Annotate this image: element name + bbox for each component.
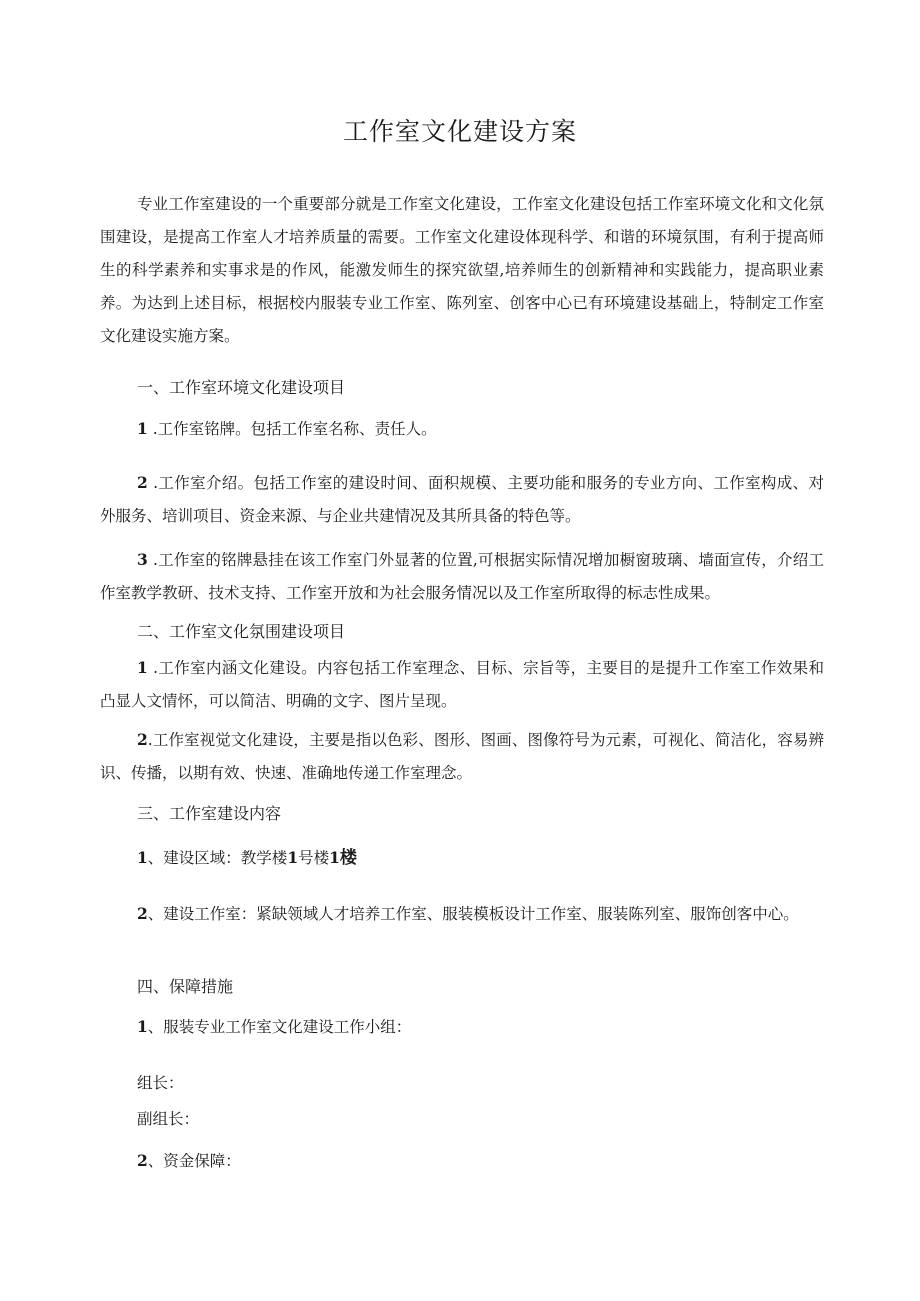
item-text: .工作室内涵文化建设。内容包括工作室理念、目标、宗旨等，主要目的是提升工作室工作效果和凸显人文情怀，可以简洁、明确的文字、图片呈现。 xyxy=(100,659,824,710)
item-number: 1 xyxy=(137,848,148,867)
section-1-item-2 xyxy=(100,466,824,533)
section-2-heading: 二、工作室文化氛围建设项目 xyxy=(137,622,346,641)
item-number: 1 xyxy=(137,419,148,438)
section-4-item-2 xyxy=(137,1149,241,1171)
section-2-item-1 xyxy=(100,651,824,718)
section-2-item-2 xyxy=(100,723,824,790)
item-number: 3 xyxy=(137,550,148,569)
item-number: 2 xyxy=(137,730,148,749)
intro-paragraph: 专业工作室建设的一个重要部分就是工作室文化建设，工作室文化建设包括工作室环境文化和文化氛围建设，是提高工作室人才培养质量的需要。工作室文化建设体现科学、和谐的环境氛围，有利于提高师生的科学素养和实事求是的作风，能激发师生的探究欲望,培养师生的创新精神和实践能力，提高职业素养。为达到上述目标，根据校内服装专业工作室、陈列室、创客中心已有环境建设基础上，特制定工作室文化建设实施方案。 xyxy=(100,195,824,345)
item-text: 、建设工作室：紧缺领域人才培养工作室、服装模板设计工作室、服装陈列室、服饰创客中心。 xyxy=(147,905,799,923)
section-3-item-1 xyxy=(137,843,357,868)
section-1-item-3 xyxy=(100,543,824,610)
team-leader-label: 组长： xyxy=(137,1074,184,1092)
section-1-item-1 xyxy=(137,417,437,439)
section-1-heading: 一、工作室环境文化建设项目 xyxy=(137,378,346,397)
deputy-leader-label: 副组长： xyxy=(137,1110,200,1128)
item-text-suffix: 楼 xyxy=(339,848,357,868)
section-3-heading: 三、工作室建设内容 xyxy=(137,804,282,823)
item-text: .工作室视觉文化建设，主要是指以色彩、图形、图画、图像符号为元素，可视化、简洁化，容易辨识、传播，以期有效、快速、准确地传递工作室理念。 xyxy=(100,731,824,782)
item-text: 、服装专业工作室文化建设工作小组： xyxy=(147,1018,412,1036)
item-number: 2 xyxy=(137,904,148,923)
section-3-item-2 xyxy=(100,897,824,931)
section-4-heading: 四、保障措施 xyxy=(137,977,234,996)
item-text: 、资金保障： xyxy=(147,1152,241,1170)
section-4-item-1 xyxy=(137,1015,411,1037)
building-number: 1 xyxy=(287,848,299,867)
item-number: 2 xyxy=(137,473,148,492)
item-text-prefix: 、建设区域：教学楼 xyxy=(147,849,288,867)
item-number: 2 xyxy=(137,1151,148,1170)
item-number: 1 xyxy=(137,658,148,677)
item-number: 1 xyxy=(137,1017,148,1036)
document-title: 工作室文化建设方案 xyxy=(342,117,577,146)
item-text-mid: 号楼 xyxy=(298,849,330,867)
item-text: .工作室的铭牌悬挂在该工作室门外显著的位置,可根据实际情况增加橱窗玻璃、墙面宣传，介绍工作室教学教研、技术支持、工作室开放和为社会服务情况以及工作室所取得的标志性成果。 xyxy=(100,551,824,602)
floor-number: 1 xyxy=(329,848,340,867)
item-text: .工作室介绍。包括工作室的建设时间、面积规模、主要功能和服务的专业方向、工作室构成、对外服务、培训项目、资金来源、与企业共建情况及其所具备的特色等。 xyxy=(100,474,824,525)
item-text: .工作室铭牌。包括工作室名称、责任人。 xyxy=(152,420,437,438)
